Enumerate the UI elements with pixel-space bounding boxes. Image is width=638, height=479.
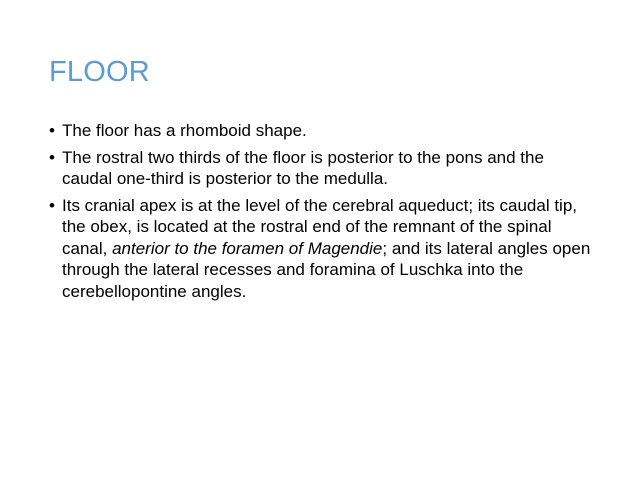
bullet-text — [62, 196, 590, 301]
slide-title: FLOOR — [49, 56, 150, 88]
bullet-text-part: Its cranial apex is at the level of the cerebral aqueduct; its caudal tip, the obex, is located at the rostral end of the remnant of the spinal canal, — [62, 195, 578, 258]
bullet-list — [49, 120, 594, 307]
bullet-item — [49, 147, 594, 190]
bullet-text: The rostral two thirds of the floor is posterior to the pons and the caudal one-third is posterior to the medulla. — [62, 147, 544, 188]
bullet-text: The floor has a rhomboid shape. — [62, 121, 307, 140]
bullet-item — [49, 195, 594, 303]
bullet-marker: • — [49, 121, 55, 140]
bullet-item — [49, 120, 594, 142]
bullet-text-italic: anterior to the foramen of Magendie — [112, 238, 383, 258]
bullet-marker: • — [49, 195, 55, 215]
bullet-text-part: ; and its lateral angles open through the lateral recesses and foramina of Luschka into the cerebellopontine angles. — [62, 238, 591, 301]
bullet-marker: • — [49, 147, 55, 167]
